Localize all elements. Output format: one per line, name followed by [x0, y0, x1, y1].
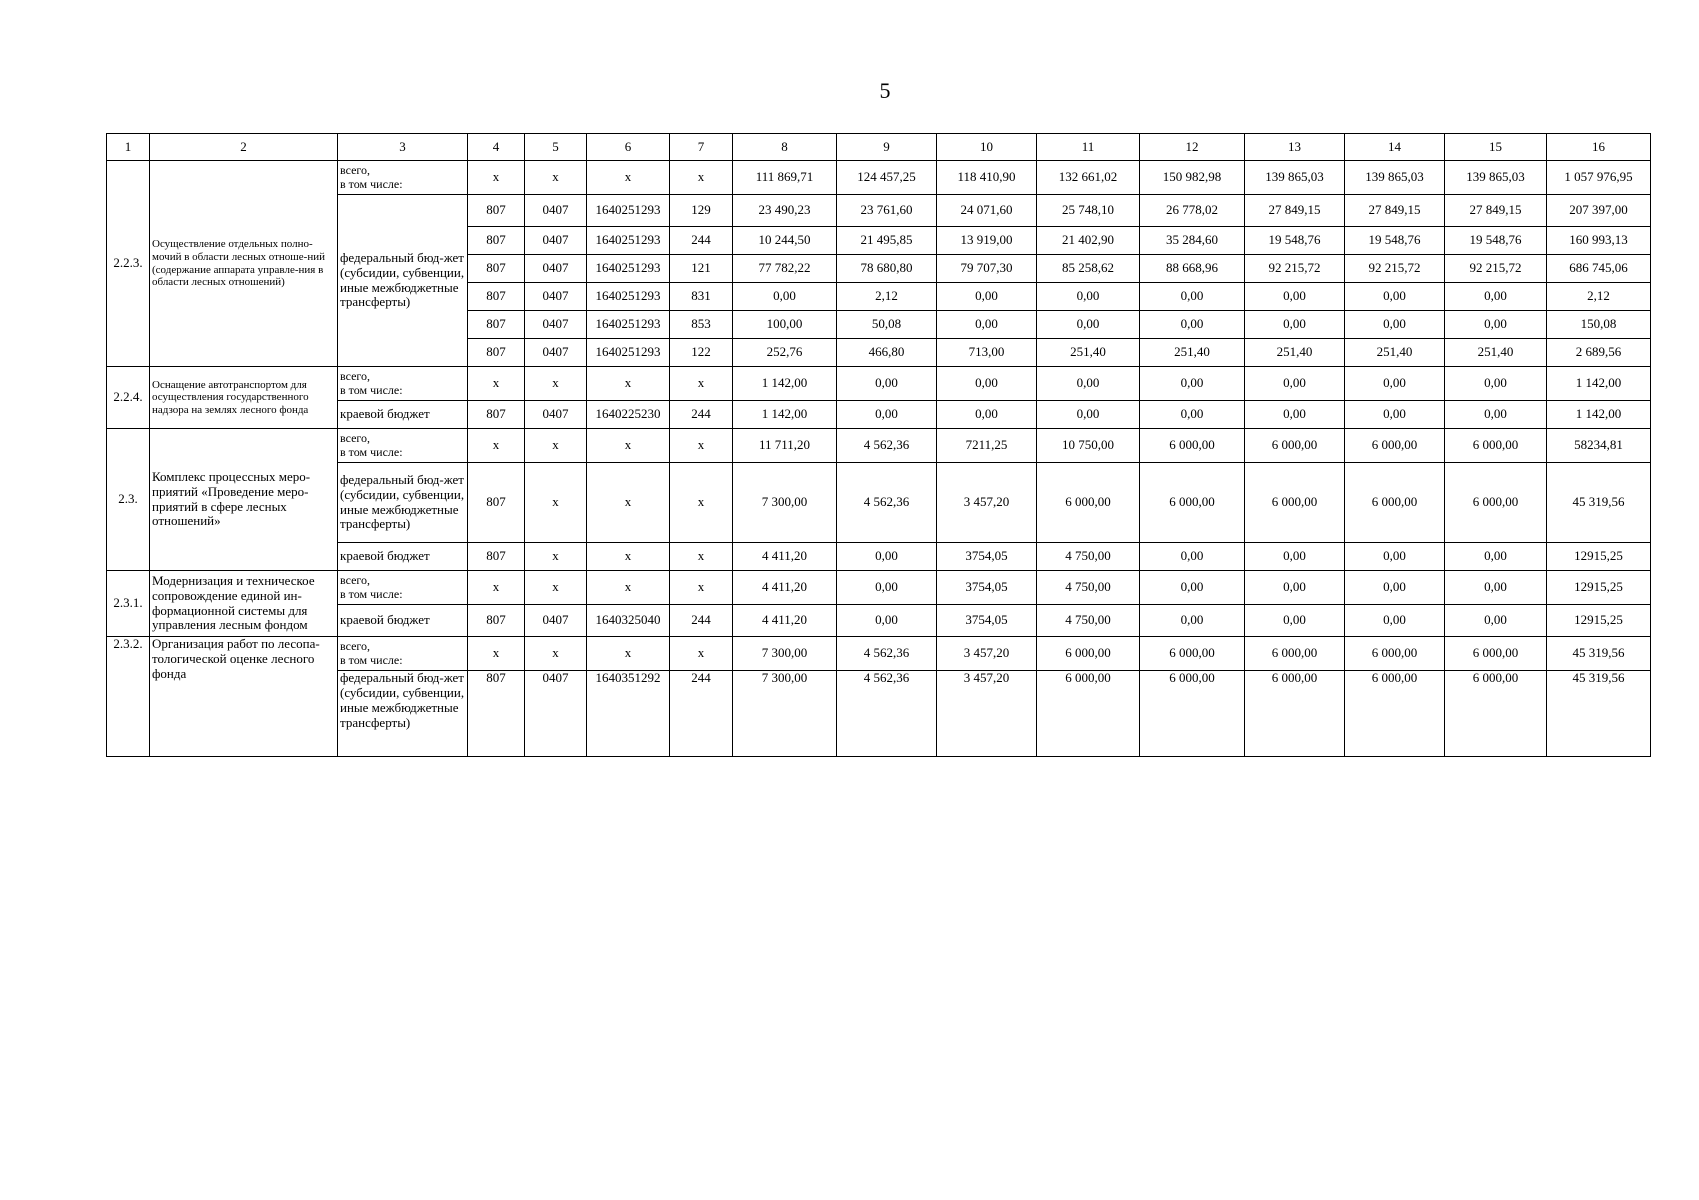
total-value-cell: x — [670, 161, 733, 195]
total-value-cell: 0,00 — [1037, 367, 1140, 401]
value-cell: 807 — [468, 463, 525, 543]
value-cell: 25 748,10 — [1037, 195, 1140, 227]
value-cell: 807 — [468, 195, 525, 227]
value-cell: 4 411,20 — [733, 543, 837, 571]
value-cell: x — [587, 543, 670, 571]
value-cell: 807 — [468, 255, 525, 283]
value-cell: 0,00 — [1345, 543, 1445, 571]
value-cell: 807 — [468, 543, 525, 571]
total-value-cell: 6 000,00 — [1140, 429, 1245, 463]
value-cell: 0,00 — [1140, 605, 1245, 637]
value-cell: 0,00 — [1037, 311, 1140, 339]
value-cell: 26 778,02 — [1140, 195, 1245, 227]
value-cell: 27 849,15 — [1345, 195, 1445, 227]
value-cell: 0,00 — [1345, 605, 1445, 637]
value-cell: 6 000,00 — [1445, 463, 1547, 543]
value-cell: 807 — [468, 283, 525, 311]
value-cell: 12915,25 — [1547, 543, 1651, 571]
total-value-cell: 6 000,00 — [1345, 637, 1445, 671]
value-cell: 92 215,72 — [1345, 255, 1445, 283]
column-header: 5 — [525, 134, 587, 161]
value-cell: 6 000,00 — [1037, 671, 1140, 757]
total-value-cell: 0,00 — [837, 367, 937, 401]
value-cell: 160 993,13 — [1547, 227, 1651, 255]
total-label: всего, в том числе: — [338, 429, 468, 463]
value-cell: 807 — [468, 605, 525, 637]
total-value-cell: 6 000,00 — [1140, 637, 1245, 671]
value-cell: 77 782,22 — [733, 255, 837, 283]
section-name: Модернизация и техническое сопровождение единой ин-формационной системы для управления лесным фондом — [150, 571, 338, 637]
value-cell: 7 300,00 — [733, 671, 837, 757]
value-cell: 24 071,60 — [937, 195, 1037, 227]
budget-table — [106, 133, 1651, 757]
total-value-cell: x — [587, 429, 670, 463]
total-label: всего, в том числе: — [338, 637, 468, 671]
value-cell: 6 000,00 — [1245, 671, 1345, 757]
value-cell: 244 — [670, 605, 733, 637]
total-value-cell: 0,00 — [1140, 367, 1245, 401]
total-value-cell: 0,00 — [1140, 571, 1245, 605]
value-cell: 0407 — [525, 195, 587, 227]
total-value-cell: 58234,81 — [1547, 429, 1651, 463]
value-cell: 4 562,36 — [837, 463, 937, 543]
value-cell: 0,00 — [1245, 543, 1345, 571]
value-cell: 1640351292 — [587, 671, 670, 757]
total-value-cell: x — [525, 429, 587, 463]
value-cell: 12915,25 — [1547, 605, 1651, 637]
value-cell: 244 — [670, 227, 733, 255]
value-cell: 0,00 — [937, 311, 1037, 339]
value-cell: 251,40 — [1345, 339, 1445, 367]
value-cell: 0,00 — [1445, 311, 1547, 339]
value-cell: 7 300,00 — [733, 463, 837, 543]
value-cell: 6 000,00 — [1037, 463, 1140, 543]
total-value-cell: 150 982,98 — [1140, 161, 1245, 195]
section-total-row — [107, 161, 1651, 195]
value-cell: 6 000,00 — [1245, 463, 1345, 543]
value-cell: 807 — [468, 339, 525, 367]
value-cell: 807 — [468, 671, 525, 757]
value-cell: 207 397,00 — [1547, 195, 1651, 227]
value-cell: 23 490,23 — [733, 195, 837, 227]
value-cell: 0407 — [525, 227, 587, 255]
value-cell: 0407 — [525, 339, 587, 367]
value-cell: 0,00 — [1140, 401, 1245, 429]
section-name: Организация работ по лесопа-тологической оценке лесного фонда — [150, 637, 338, 757]
value-cell: 100,00 — [733, 311, 837, 339]
value-cell: 1640251293 — [587, 255, 670, 283]
value-cell: 0,00 — [1037, 283, 1140, 311]
value-cell: 252,76 — [733, 339, 837, 367]
table-row — [107, 671, 1651, 757]
value-cell: 6 000,00 — [1140, 671, 1245, 757]
value-cell: 45 319,56 — [1547, 671, 1651, 757]
value-cell: 466,80 — [837, 339, 937, 367]
value-cell: 19 548,76 — [1245, 227, 1345, 255]
total-value-cell: 0,00 — [1445, 367, 1547, 401]
total-value-cell: 4 750,00 — [1037, 571, 1140, 605]
section-name: Оснащение автотранспортом для осуществления государственного надзора на землях лесного фонда — [150, 367, 338, 429]
value-cell: x — [525, 543, 587, 571]
total-value-cell: 7 300,00 — [733, 637, 837, 671]
total-value-cell: 4 562,36 — [837, 637, 937, 671]
total-value-cell: 1 142,00 — [733, 367, 837, 401]
total-value-cell: x — [587, 161, 670, 195]
value-cell: 0,00 — [1345, 401, 1445, 429]
value-cell: 21 495,85 — [837, 227, 937, 255]
column-header: 4 — [468, 134, 525, 161]
value-cell: 0,00 — [1245, 311, 1345, 339]
total-value-cell: 6 000,00 — [1245, 429, 1345, 463]
value-cell: 0407 — [525, 311, 587, 339]
value-cell: 1640251293 — [587, 283, 670, 311]
total-value-cell: 1 142,00 — [1547, 367, 1651, 401]
total-value-cell: 0,00 — [1345, 571, 1445, 605]
value-cell: 6 000,00 — [1345, 463, 1445, 543]
value-cell: 0407 — [525, 283, 587, 311]
value-cell: 1640251293 — [587, 311, 670, 339]
value-cell: 88 668,96 — [1140, 255, 1245, 283]
column-header: 2 — [150, 134, 338, 161]
total-value-cell: 4 411,20 — [733, 571, 837, 605]
total-value-cell: 118 410,90 — [937, 161, 1037, 195]
section-code: 2.3.2. — [107, 637, 150, 757]
value-cell: 2 689,56 — [1547, 339, 1651, 367]
column-header: 8 — [733, 134, 837, 161]
value-cell: 251,40 — [1037, 339, 1140, 367]
value-cell: 92 215,72 — [1245, 255, 1345, 283]
value-cell: 0,00 — [1245, 401, 1345, 429]
column-header: 10 — [937, 134, 1037, 161]
column-header: 7 — [670, 134, 733, 161]
value-cell: x — [670, 543, 733, 571]
value-cell: 21 402,90 — [1037, 227, 1140, 255]
total-value-cell: 6 000,00 — [1037, 637, 1140, 671]
total-value-cell: 6 000,00 — [1245, 637, 1345, 671]
section-total-row — [107, 637, 1651, 671]
total-value-cell: 111 869,71 — [733, 161, 837, 195]
total-value-cell: x — [670, 637, 733, 671]
column-header: 15 — [1445, 134, 1547, 161]
total-value-cell: x — [670, 571, 733, 605]
total-label: всего, в том числе: — [338, 367, 468, 401]
total-value-cell: 0,00 — [1245, 367, 1345, 401]
value-cell: 4 411,20 — [733, 605, 837, 637]
total-label: всего, в том числе: — [338, 161, 468, 195]
column-header: 16 — [1547, 134, 1651, 161]
section-code: 2.3. — [107, 429, 150, 571]
value-cell: 0,00 — [937, 401, 1037, 429]
total-value-cell: x — [468, 429, 525, 463]
value-cell: 0,00 — [1345, 283, 1445, 311]
section-code: 2.2.3. — [107, 161, 150, 367]
value-cell: 122 — [670, 339, 733, 367]
value-cell: 251,40 — [1245, 339, 1345, 367]
column-header: 9 — [837, 134, 937, 161]
total-value-cell: 0,00 — [937, 367, 1037, 401]
value-cell: 23 761,60 — [837, 195, 937, 227]
value-cell: 27 849,15 — [1445, 195, 1547, 227]
value-cell: 0,00 — [837, 401, 937, 429]
value-cell: 6 000,00 — [1345, 671, 1445, 757]
value-cell: 807 — [468, 311, 525, 339]
section-name: Комплекс процессных меро-приятий «Проведение меро-приятий в сфере лесных отношений» — [150, 429, 338, 571]
value-cell: 4 562,36 — [837, 671, 937, 757]
value-cell: x — [525, 463, 587, 543]
value-cell: 129 — [670, 195, 733, 227]
value-cell: 0407 — [525, 605, 587, 637]
value-cell: 0,00 — [1140, 543, 1245, 571]
column-header: 12 — [1140, 134, 1245, 161]
total-value-cell: 132 661,02 — [1037, 161, 1140, 195]
total-value-cell: 4 562,36 — [837, 429, 937, 463]
value-cell: 0,00 — [1037, 401, 1140, 429]
value-cell: 6 000,00 — [1445, 671, 1547, 757]
value-cell: 807 — [468, 227, 525, 255]
value-cell: 686 745,06 — [1547, 255, 1651, 283]
table-row — [107, 463, 1651, 543]
total-value-cell: x — [670, 429, 733, 463]
value-cell: 1640225230 — [587, 401, 670, 429]
value-cell: 831 — [670, 283, 733, 311]
value-cell: 4 750,00 — [1037, 543, 1140, 571]
total-value-cell: 6 000,00 — [1445, 429, 1547, 463]
total-value-cell: x — [670, 367, 733, 401]
total-value-cell: 139 865,03 — [1245, 161, 1345, 195]
value-cell: 853 — [670, 311, 733, 339]
value-cell: 0,00 — [1345, 311, 1445, 339]
value-cell: 0,00 — [1245, 283, 1345, 311]
value-cell: 0,00 — [733, 283, 837, 311]
section-total-row — [107, 571, 1651, 605]
total-value-cell: 3 457,20 — [937, 637, 1037, 671]
section-code: 2.2.4. — [107, 367, 150, 429]
value-cell: 3754,05 — [937, 605, 1037, 637]
total-value-cell: x — [587, 571, 670, 605]
total-value-cell: 124 457,25 — [837, 161, 937, 195]
table-row — [107, 605, 1651, 637]
total-value-cell: 0,00 — [837, 571, 937, 605]
total-value-cell: x — [587, 367, 670, 401]
value-cell: 4 750,00 — [1037, 605, 1140, 637]
value-cell: 0407 — [525, 401, 587, 429]
column-header: 14 — [1345, 134, 1445, 161]
total-value-cell: x — [587, 637, 670, 671]
value-cell: 244 — [670, 401, 733, 429]
total-value-cell: x — [525, 161, 587, 195]
value-cell: 6 000,00 — [1140, 463, 1245, 543]
total-value-cell: 0,00 — [1345, 367, 1445, 401]
value-cell: 19 548,76 — [1345, 227, 1445, 255]
value-cell: 13 919,00 — [937, 227, 1037, 255]
total-value-cell: 6 000,00 — [1345, 429, 1445, 463]
total-value-cell: x — [468, 161, 525, 195]
total-value-cell: 139 865,03 — [1345, 161, 1445, 195]
section-total-row — [107, 367, 1651, 401]
total-value-cell: x — [525, 571, 587, 605]
table-row — [107, 401, 1651, 429]
total-value-cell: 1 057 976,95 — [1547, 161, 1651, 195]
total-value-cell: x — [468, 367, 525, 401]
value-cell: 251,40 — [1140, 339, 1245, 367]
value-cell: x — [587, 463, 670, 543]
value-cell: 244 — [670, 671, 733, 757]
value-cell: 0,00 — [1445, 605, 1547, 637]
value-cell: 807 — [468, 401, 525, 429]
value-cell: 0,00 — [1445, 401, 1547, 429]
column-number-row — [107, 134, 1651, 161]
value-cell: 3 457,20 — [937, 463, 1037, 543]
column-header: 13 — [1245, 134, 1345, 161]
value-cell: 0407 — [525, 255, 587, 283]
value-cell: 1640251293 — [587, 195, 670, 227]
funding-source: краевой бюджет — [338, 543, 468, 571]
column-header: 1 — [107, 134, 150, 161]
value-cell: 0,00 — [1140, 283, 1245, 311]
total-value-cell: 10 750,00 — [1037, 429, 1140, 463]
total-label: всего, в том числе: — [338, 571, 468, 605]
total-value-cell: 3754,05 — [937, 571, 1037, 605]
section-code: 2.3.1. — [107, 571, 150, 637]
section-total-row — [107, 429, 1651, 463]
total-value-cell: x — [468, 571, 525, 605]
value-cell: 2,12 — [1547, 283, 1651, 311]
value-cell: 150,08 — [1547, 311, 1651, 339]
value-cell: 713,00 — [937, 339, 1037, 367]
funding-source: краевой бюджет — [338, 401, 468, 429]
value-cell: 1640325040 — [587, 605, 670, 637]
total-value-cell: 7211,25 — [937, 429, 1037, 463]
value-cell: 50,08 — [837, 311, 937, 339]
value-cell: 35 284,60 — [1140, 227, 1245, 255]
value-cell: 85 258,62 — [1037, 255, 1140, 283]
value-cell: 0,00 — [1140, 311, 1245, 339]
value-cell: 121 — [670, 255, 733, 283]
total-value-cell: 139 865,03 — [1445, 161, 1547, 195]
value-cell: 3 457,20 — [937, 671, 1037, 757]
value-cell: 2,12 — [837, 283, 937, 311]
value-cell: 0407 — [525, 671, 587, 757]
value-cell: 27 849,15 — [1245, 195, 1345, 227]
value-cell: 0,00 — [1445, 283, 1547, 311]
value-cell: 78 680,80 — [837, 255, 937, 283]
value-cell: 0,00 — [1445, 543, 1547, 571]
value-cell: 19 548,76 — [1445, 227, 1547, 255]
table-row — [107, 543, 1651, 571]
value-cell: 0,00 — [837, 543, 937, 571]
value-cell: 92 215,72 — [1445, 255, 1547, 283]
total-value-cell: 0,00 — [1245, 571, 1345, 605]
value-cell: 10 244,50 — [733, 227, 837, 255]
column-header: 11 — [1037, 134, 1140, 161]
value-cell: 0,00 — [937, 283, 1037, 311]
table-row — [107, 195, 1651, 227]
value-cell: 251,40 — [1445, 339, 1547, 367]
value-cell: 1 142,00 — [1547, 401, 1651, 429]
value-cell: 45 319,56 — [1547, 463, 1651, 543]
column-header: 6 — [587, 134, 670, 161]
value-cell: x — [670, 463, 733, 543]
section-name: Осуществление отдельных полно-мочий в области лесных отноше-ний (содержание аппарата управле-ния в области лесных отношений) — [150, 161, 338, 367]
value-cell: 79 707,30 — [937, 255, 1037, 283]
value-cell: 3754,05 — [937, 543, 1037, 571]
value-cell: 0,00 — [837, 605, 937, 637]
value-cell: 0,00 — [1245, 605, 1345, 637]
funding-source: федеральный бюд-жет (субсидии, субвенции, иные межбюджетные трансферты) — [338, 671, 468, 757]
value-cell: 1 142,00 — [733, 401, 837, 429]
total-value-cell: x — [525, 367, 587, 401]
total-value-cell: x — [468, 637, 525, 671]
funding-source: краевой бюджет — [338, 605, 468, 637]
value-cell: 1640251293 — [587, 227, 670, 255]
total-value-cell: 12915,25 — [1547, 571, 1651, 605]
column-header: 3 — [338, 134, 468, 161]
page-number: 5 — [879, 78, 891, 103]
total-value-cell: x — [525, 637, 587, 671]
funding-source: федеральный бюд-жет (субсидии, субвенции, иные межбюджетные трансферты) — [338, 195, 468, 367]
value-cell: 1640251293 — [587, 339, 670, 367]
total-value-cell: 0,00 — [1445, 571, 1547, 605]
funding-source: федеральный бюд-жет (субсидии, субвенции, иные межбюджетные трансферты) — [338, 463, 468, 543]
total-value-cell: 11 711,20 — [733, 429, 837, 463]
total-value-cell: 45 319,56 — [1547, 637, 1651, 671]
total-value-cell: 6 000,00 — [1445, 637, 1547, 671]
